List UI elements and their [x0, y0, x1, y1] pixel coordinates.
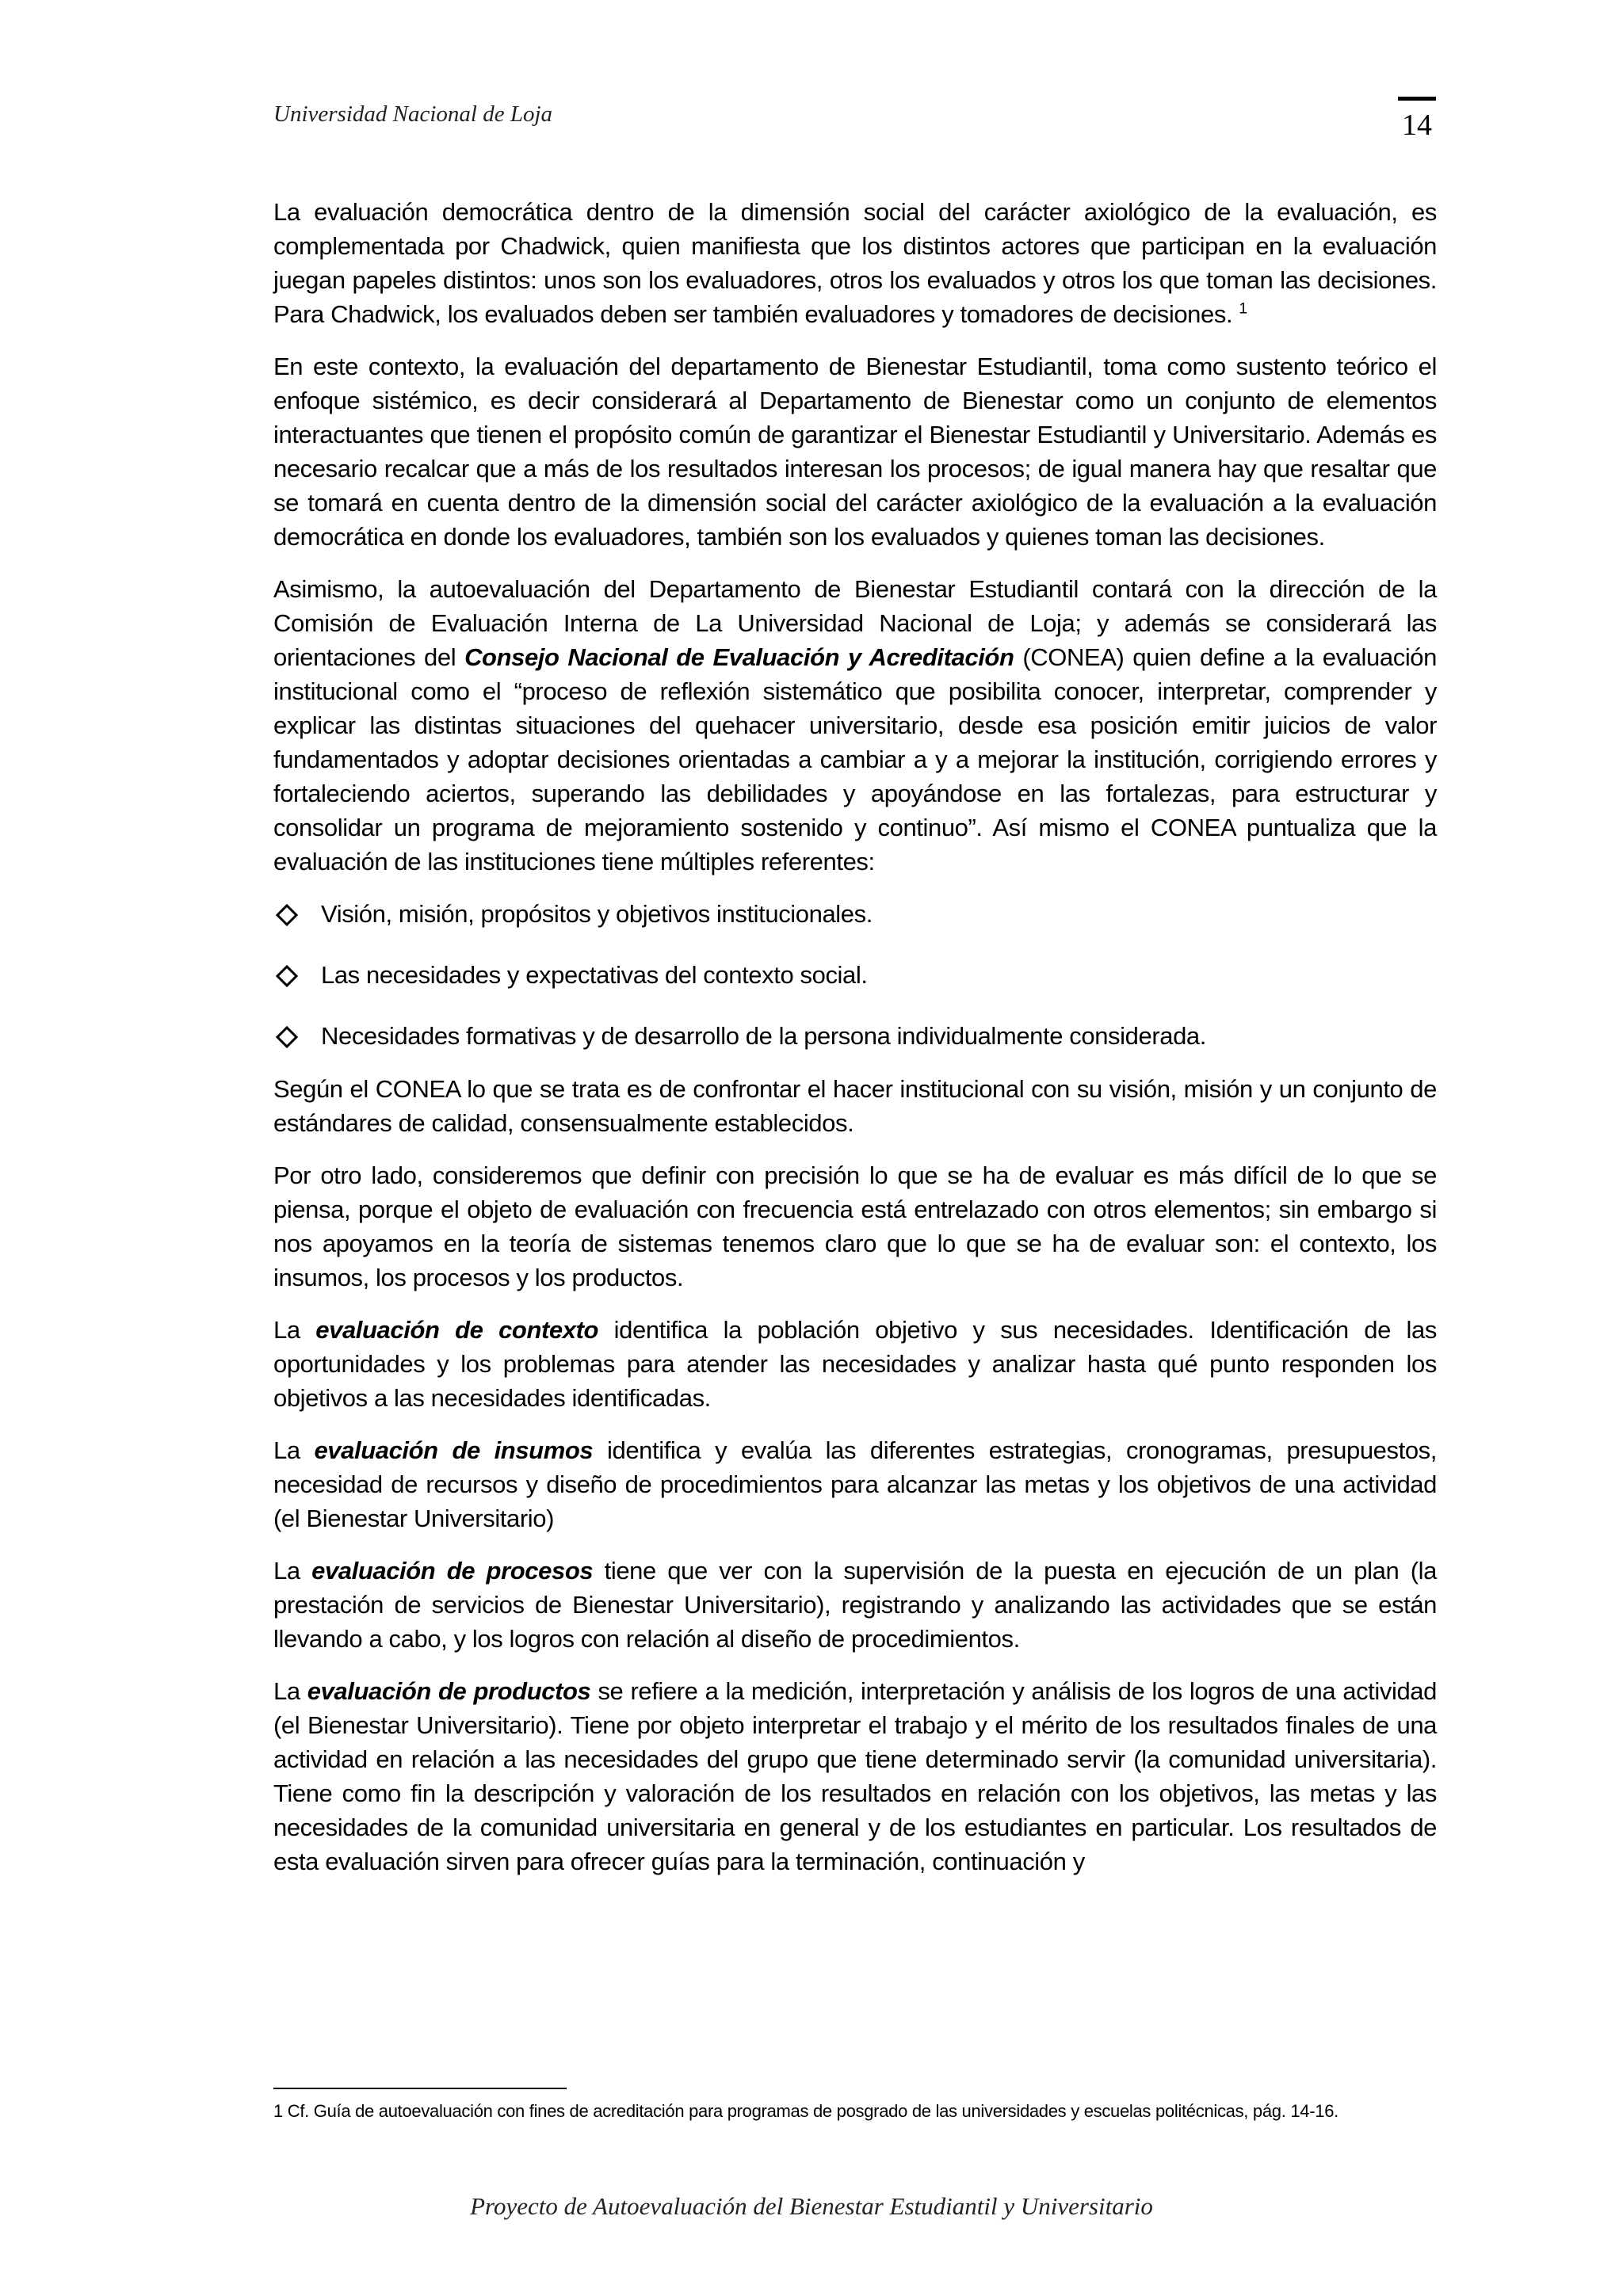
paragraph-context-lead: La: [273, 1316, 316, 1344]
paragraph-inputs-lead: La: [273, 1436, 315, 1464]
paragraph-inputs-tail: identifica y evalúa las diferentes estrategias, cronogramas, presupuestos, necesidad de recursos y diseño de procedimientos para alcanzar las metas y los objetivos de una actividad (el Bienestar Universitario): [273, 1436, 1437, 1532]
running-footer: Proyecto de Autoevaluación del Bienestar Estudiantil y Universitario: [470, 2192, 1153, 2220]
paragraph-processes-tail: tiene que ver con la supervisión de la puesta en ejecución de un plan (la prestación de servicios de Bienestar Universitario), registrando y analizando las actividades que se están llevando a cabo, y los logros con relación al diseño de procedimientos.: [273, 1557, 1437, 1653]
diamond-outline-icon: [276, 965, 298, 987]
emphasis-inputs: evaluación de insumos: [314, 1436, 594, 1464]
running-header: Universidad Nacional de Loja: [273, 101, 553, 127]
list-item: [273, 1019, 1437, 1053]
emphasis-processes: evaluación de procesos: [311, 1557, 594, 1585]
paragraph-inputs: [273, 1433, 1437, 1535]
paragraph-processes: [273, 1554, 1437, 1656]
list-item: [273, 958, 1437, 992]
list-item-text: Visión, misión, propósitos y objetivos institucionales.: [321, 900, 873, 928]
paragraph-1: [273, 195, 1437, 331]
paragraph-4: Según el CONEA lo que se trata es de confrontar el hacer institucional con su visión, misión y un conjunto de estándares de calidad, consensualmente establecidos.: [273, 1075, 1437, 1137]
emphasis-products: evaluación de productos: [307, 1677, 591, 1705]
footnote-separator: [273, 2088, 567, 2089]
paragraph-2: En este contexto, la evaluación del departamento de Bienestar Estudiantil, toma como sustento teórico el enfoque sistémico, es decir considerará al Departamento de Bienestar como un conjunto de elementos interactuantes que tienen el propósito común de garantizar el Bienestar Estudiantil y Universitario. Además es necesario recalcar que a más de los resultados interesan los procesos; de igual manera hay que resaltar que se tomará en cuenta dentro de la dimensión social del carácter axiológico de la evaluación a la evaluación democrática en donde los evaluadores, también son los evaluados y quienes toman las decisiones.: [273, 353, 1437, 551]
paragraph-3-lead: Asimismo, la autoevaluación del Departamento de Bienestar Estudiantil contará con la dirección de la Comisión de Evaluación Interna de La Universidad Nacional de Loja; y además se considerará las orientaciones del: [273, 575, 1437, 671]
diamond-outline-icon: [276, 904, 298, 926]
paragraph-processes-lead: La: [273, 1557, 312, 1585]
diamond-outline-icon: [276, 1026, 298, 1048]
paragraph-3: [273, 572, 1437, 879]
footnote-reference[interactable]: 1: [1239, 300, 1247, 318]
paragraph-3-tail: (CONEA) quien define a la evaluación institucional como el “proceso de reflexión sistemático que posibilita conocer, interpretar, comprender y explicar las distintas situaciones del quehacer universitario, desde esa posición emitir juicios de valor fundamentados y adoptar decisiones orientadas a cambiar a y a mejorar la institución, corrigiendo errores y fortaleciendo aciertos, superando las debilidades y apoyándose en las fortalezas, para estructurar y consolidar un programa de mejoramiento sostenido y continuo”. Así mismo el CONEA puntualiza que la evaluación de las instituciones tiene múltiples referentes:: [273, 643, 1437, 875]
emphasis-context: evaluación de contexto: [315, 1316, 599, 1344]
paragraph-context-tail: identifica la población objetivo y sus necesidades. Identificación de las oportunidades y los problemas para atender las necesidades y analizar hasta qué punto responden los objetivos a las necesidades identificadas.: [273, 1316, 1437, 1412]
paragraph-products: [273, 1674, 1437, 1878]
paragraph-context: [273, 1313, 1437, 1415]
referents-list: [273, 897, 1437, 1053]
list-item-text: Las necesidades y expectativas del contexto social.: [321, 961, 868, 989]
body-text: [273, 195, 1437, 1897]
header-rule: [1398, 97, 1436, 101]
footnote: 1 Cf. Guía de autoevaluación con fines de acreditación para programas de posgrado de las universidades y escuelas politécnicas, pág. 14-16.: [273, 2101, 1338, 2121]
paragraph-products-lead: La: [273, 1677, 307, 1705]
paragraph-products-tail: se refiere a la medición, interpretación y análisis de los logros de una actividad (el Bienestar Universitario). Tiene por objeto interpretar el trabajo y el mérito de los resultados finales de una actividad en relación a las necesidades del grupo que tiene determinado servir (la comunidad universitaria). Tiene como fin la descripción y valoración de los resultados en relación con los objetivos, las metas y las necesidades de la comunidad universitaria en general y de los estudiantes en particular. Los resultados de esta evaluación sirven para ofrecer guías para la terminación, continuación y: [273, 1677, 1437, 1875]
paragraph-1-text: La evaluación democrática dentro de la dimensión social del carácter axiológico de la evaluación, es complementada por Chadwick, quien manifiesta que los distintos actores que participan en la evaluación juegan papeles distintos: unos son los evaluadores, otros los evaluados y otros los que toman las decisiones. Para Chadwick, los evaluados deben ser también evaluadores y tomadores de decisiones.: [273, 198, 1437, 328]
page-number: 14: [1402, 109, 1432, 142]
emphasis-conea: Consejo Nacional de Evaluación y Acreditación: [464, 643, 1014, 671]
list-item: [273, 897, 1437, 931]
paragraph-5: Por otro lado, consideremos que definir con precisión lo que se ha de evaluar es más difícil de lo que se piensa, porque el objeto de evaluación con frecuencia está entrelazado con otros elementos; sin embargo si nos apoyamos en la teoría de sistemas tenemos claro que lo que se ha de evaluar son: el contexto, los insumos, los procesos y los productos.: [273, 1161, 1437, 1291]
list-item-text: Necesidades formativas y de desarrollo de la persona individualmente considerada.: [321, 1022, 1206, 1050]
